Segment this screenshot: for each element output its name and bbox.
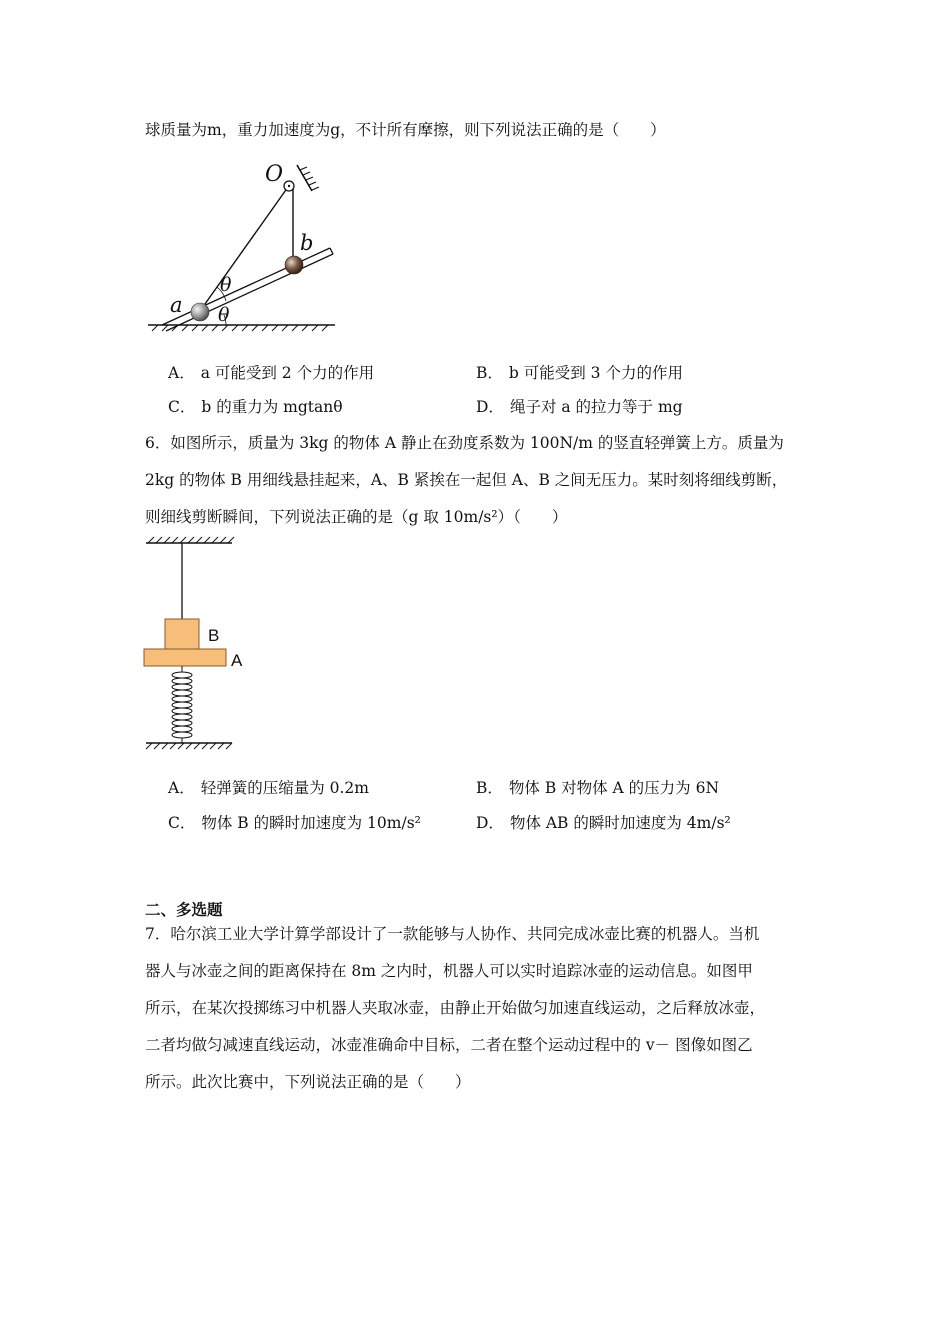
- q7-stem-line-3: 所示，在某次投掷练习中机器人夹取冰壶，由静止开始做匀加速直线运动，之后释放冰壶，: [145, 999, 766, 1017]
- incline-rod: [162, 248, 333, 331]
- q6-option-a[interactable]: [168, 778, 369, 798]
- option-label: A．: [168, 364, 195, 382]
- q5-option-a[interactable]: [168, 363, 374, 383]
- option-text: 绳子对 a 的拉力等于 mg: [509, 398, 683, 416]
- option-label: A．: [168, 779, 195, 797]
- option-label: B．: [476, 779, 503, 797]
- option-text: b 可能受到 3 个力的作用: [508, 364, 683, 382]
- q6-option-d[interactable]: [476, 813, 731, 833]
- section-heading-multiple-choice: 二、多选题: [145, 901, 223, 919]
- label-b: b: [300, 231, 314, 255]
- q5-option-d[interactable]: [476, 397, 683, 417]
- floor-hatch: [146, 743, 232, 749]
- option-label: D．: [476, 814, 504, 832]
- q5-option-c[interactable]: [168, 397, 343, 417]
- q6-option-b[interactable]: [476, 778, 719, 798]
- option-text: 物体 AB 的瞬时加速度为 4m/s²: [509, 814, 731, 832]
- q6-stem-line-1: 6．如图所示，质量为 3kg 的物体 A 静止在劲度系数为 100N/m 的竖直轻弹簧上方。质量为: [145, 434, 784, 452]
- option-label: C．: [168, 814, 196, 832]
- q6-stem-line-2: 2kg 的物体 B 用细线悬挂起来，A、B 紧挨在一起但 A、B 之间无压力。某时刻将细线剪断，: [145, 471, 788, 489]
- label-a: a: [170, 293, 183, 317]
- option-text: 物体 B 对物体 A 的压力为 6N: [508, 779, 720, 797]
- label-A: A: [231, 651, 243, 670]
- ball-a: [191, 303, 209, 321]
- option-label: D．: [476, 398, 504, 416]
- q7-stem-line-2: 器人与冰壶之间的距离保持在 8m 之内时，机器人可以实时追踪冰壶的运动信息。如图甲: [145, 962, 753, 980]
- q6-figure: [140, 535, 260, 750]
- ball-b: [285, 256, 303, 274]
- label-O: O: [265, 162, 284, 187]
- q7-stem-line-5: 所示。此次比赛中，下列说法正确的是（ ）: [145, 1073, 471, 1091]
- q5-option-b[interactable]: [476, 363, 683, 383]
- option-label: C．: [168, 398, 196, 416]
- option-text: 物体 B 的瞬时加速度为 10m/s²: [201, 814, 421, 832]
- q6-stem-line-3: 则细线剪断瞬间，下列说法正确的是（g 取 10m/s²）（ ）: [145, 508, 568, 526]
- rope-o-to-a: [200, 187, 288, 311]
- option-text: b 的重力为 mgtanθ: [201, 398, 343, 416]
- block-b: [165, 619, 199, 649]
- q5-stem-tail: 球质量为m，重力加速度为g，不计所有摩擦，则下列说法正确的是（ ）: [145, 121, 666, 139]
- label-theta-upper: θ: [220, 274, 232, 296]
- ceiling-hatch: [148, 537, 234, 543]
- block-a: [144, 649, 226, 666]
- label-B: B: [208, 626, 220, 645]
- spring: [172, 666, 192, 743]
- q7-stem-line-1: 7．哈尔滨工业大学计算学部设计了一款能够与人协作、共同完成冰壶比赛的机器人。当机: [145, 925, 760, 943]
- option-text: a 可能受到 2 个力的作用: [200, 364, 375, 382]
- label-theta-lower: θ: [218, 304, 230, 326]
- option-label: B．: [476, 364, 503, 382]
- option-text: 轻弹簧的压缩量为 0.2m: [200, 779, 369, 797]
- q5-figure: [140, 155, 350, 340]
- q6-option-c[interactable]: [168, 813, 421, 833]
- q7-stem-line-4: 二者均做匀减速直线运动，冰壶准确命中目标，二者在整个运动过程中的 v－ 图像如图乙: [145, 1036, 753, 1054]
